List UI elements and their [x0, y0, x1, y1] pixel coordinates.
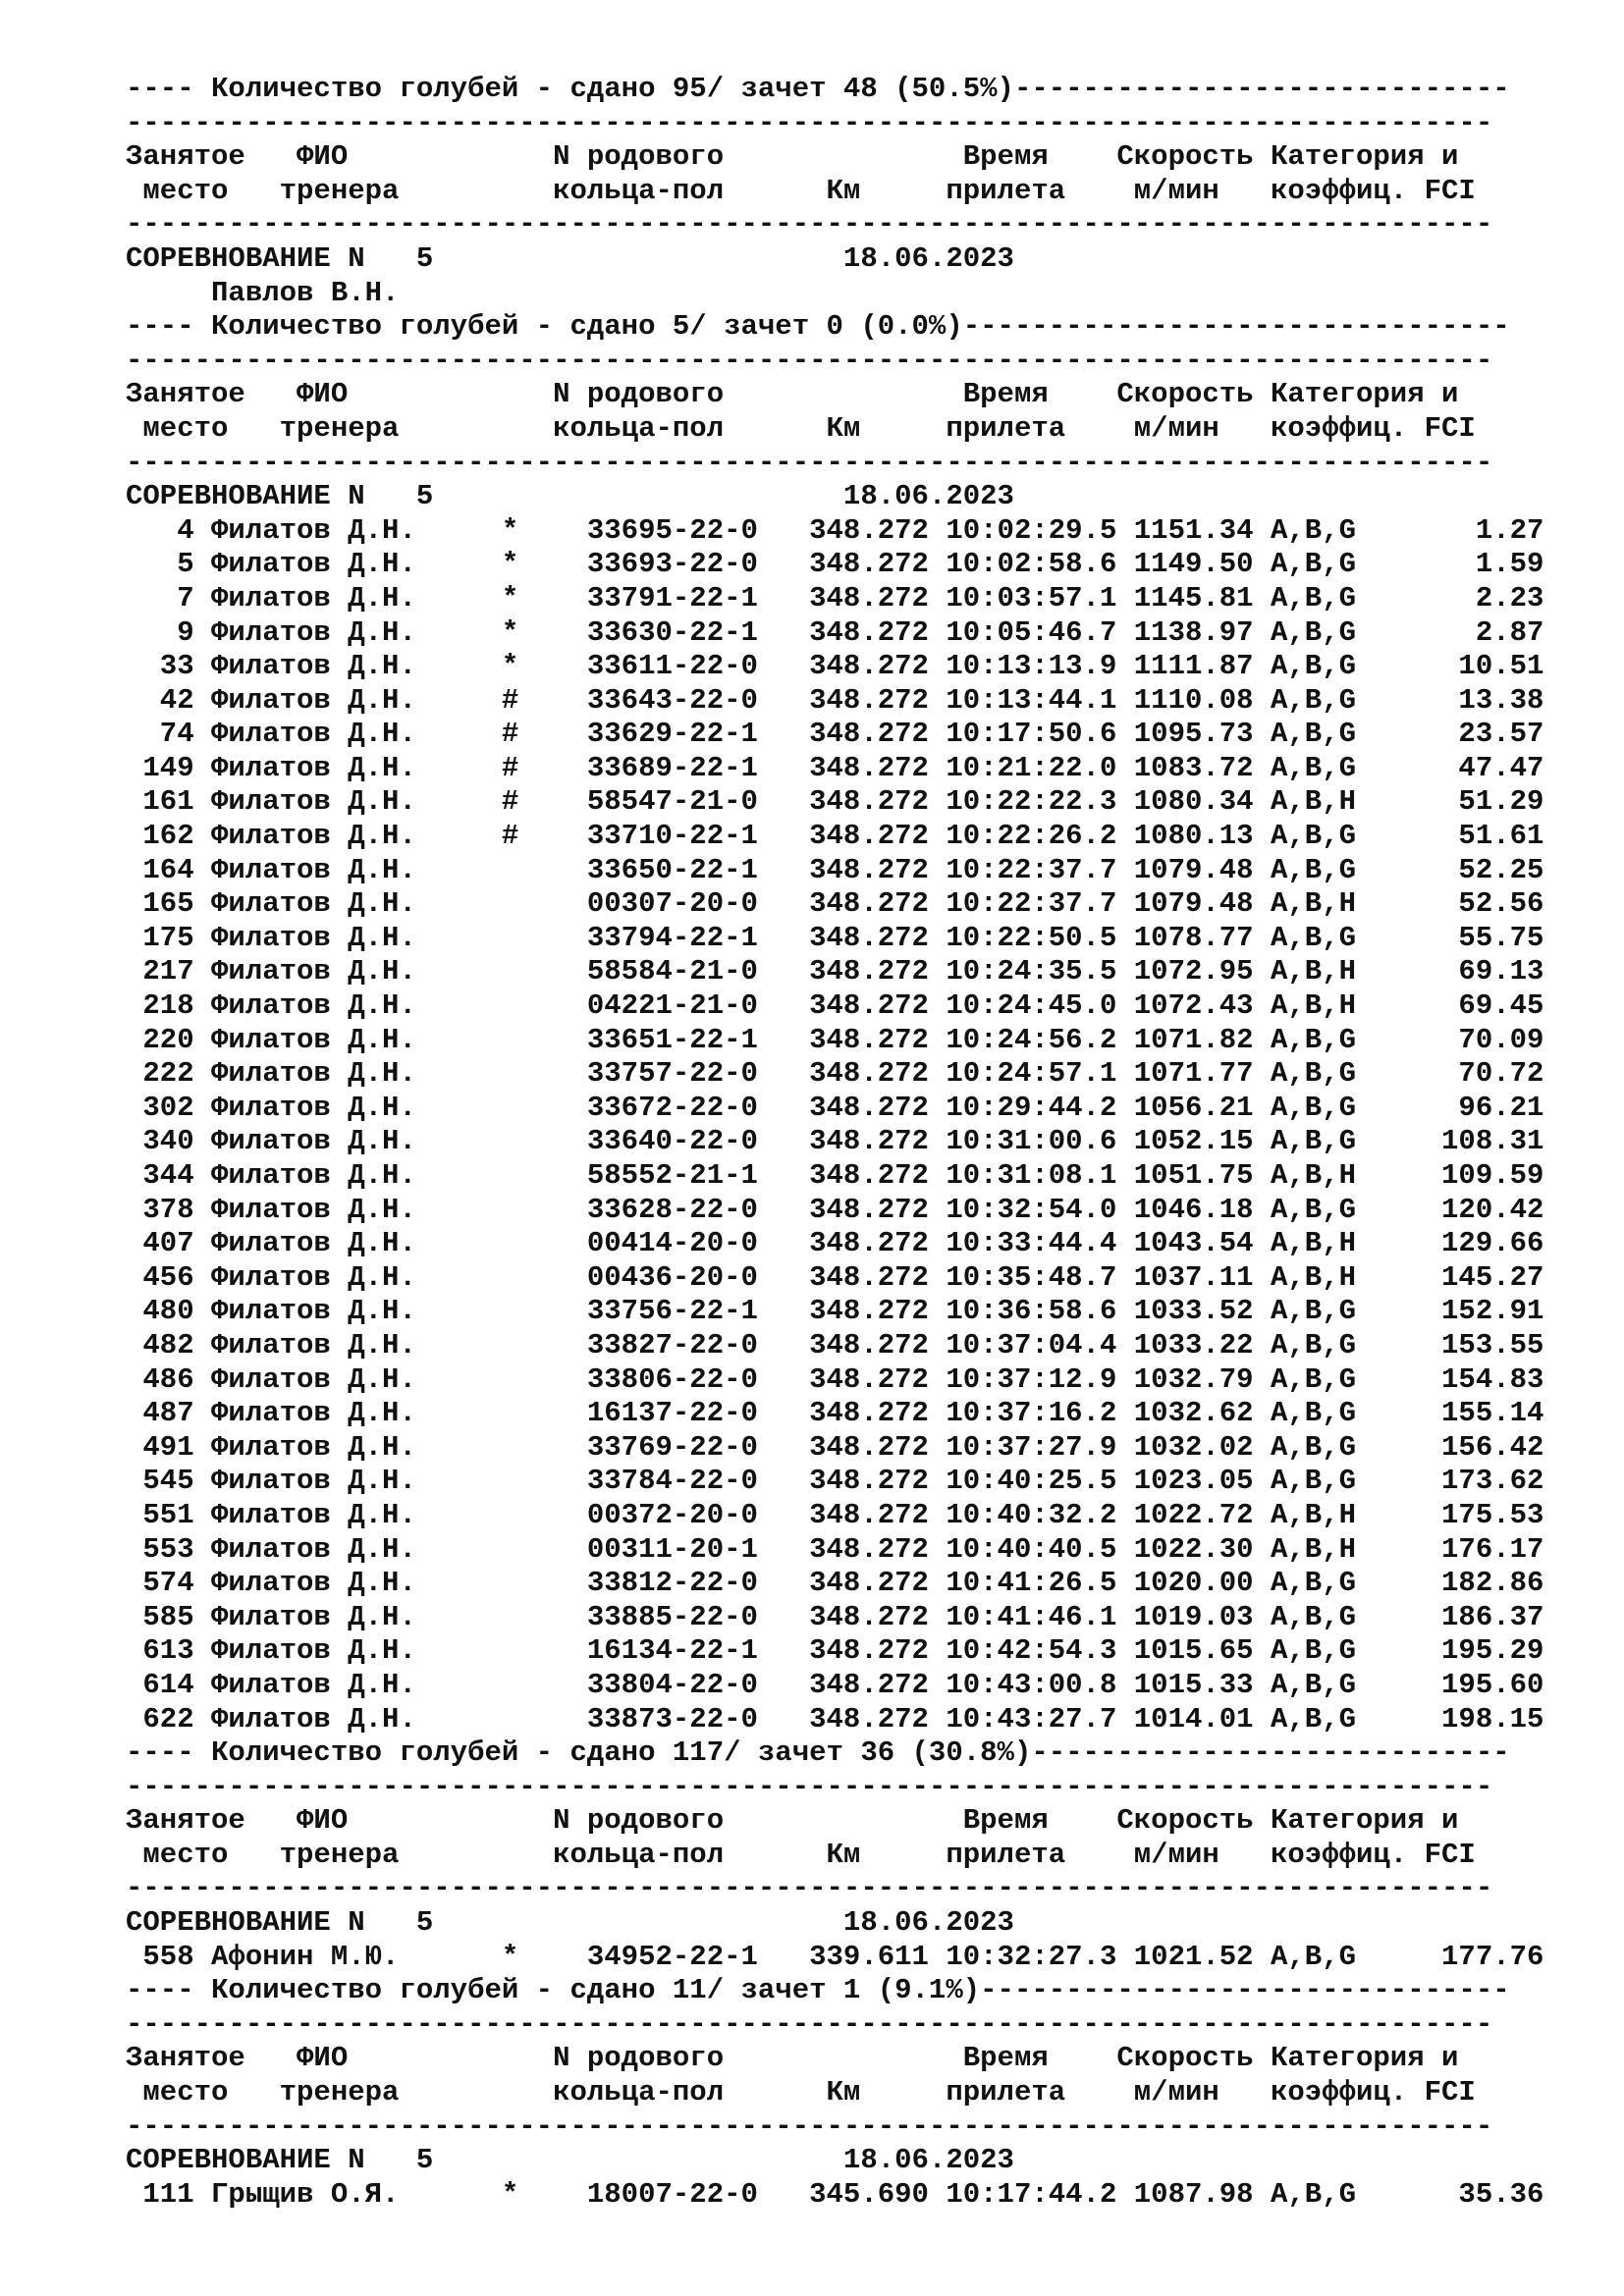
result-row: 4 Филатов Д.Н. * 33695-22-0 348.272 10:02:29.5 1151.34 A,B,G 1.27 — [126, 513, 1544, 547]
result-row: 217 Филатов Д.Н. 58584-21-0 348.272 10:24:35.5 1072.95 A,B,H 69.13 — [126, 955, 1544, 988]
result-row: 222 Филатов Д.Н. 33757-22-0 348.272 10:24:57.1 1071.77 A,B,G 70.72 — [126, 1057, 1544, 1091]
column-header-line-1: Занятое ФИО N родового Время Скорость Категория и — [126, 1804, 1459, 1838]
result-row: 111 Грыщив О.Я. * 18007-22-0 345.690 10:17:44.2 1087.98 A,B,G 35.36 — [126, 2177, 1544, 2211]
result-row: 42 Филатов Д.Н. # 33643-22-0 348.272 10:13:44.1 1110.08 A,B,G 13.38 — [126, 683, 1544, 717]
result-row: 9 Филатов Д.Н. * 33630-22-1 348.272 10:05:46.7 1138.97 A,B,G 2.87 — [126, 615, 1544, 649]
result-row: 340 Филатов Д.Н. 33640-22-0 348.272 10:31:00.6 1052.15 A,B,G 108.31 — [126, 1125, 1544, 1158]
result-row: 33 Филатов Д.Н. * 33611-22-0 348.272 10:13:13.9 1111.87 A,B,G 10.51 — [126, 650, 1544, 683]
result-row: 613 Филатов Д.Н. 16134-22-1 348.272 10:42:54.3 1015.65 A,B,G 195.29 — [126, 1634, 1544, 1668]
result-row: 407 Филатов Д.Н. 00414-20-0 348.272 10:33:44.4 1043.54 A,B,H 129.66 — [126, 1227, 1544, 1260]
result-row: 175 Филатов Д.Н. 33794-22-1 348.272 10:22:50.5 1078.77 A,B,G 55.75 — [126, 921, 1544, 954]
separator-line: -------------------------------------------------------------------------------- — [126, 208, 1493, 241]
result-row: 585 Филатов Д.Н. 33885-22-0 348.272 10:41:46.1 1019.03 A,B,G 186.37 — [126, 1600, 1544, 1633]
result-row: 491 Филатов Д.Н. 33769-22-0 348.272 10:37:27.9 1032.02 A,B,G 156.42 — [126, 1430, 1544, 1464]
result-row: 482 Филатов Д.Н. 33827-22-0 348.272 10:37:04.4 1033.22 A,B,G 153.55 — [126, 1328, 1544, 1362]
result-row: 165 Филатов Д.Н. 00307-20-0 348.272 10:22:37.7 1079.48 A,B,H 52.56 — [126, 887, 1544, 921]
result-row: 218 Филатов Д.Н. 04221-21-0 348.272 10:24:45.0 1072.43 A,B,H 69.45 — [126, 989, 1544, 1023]
result-row: 614 Филатов Д.Н. 33804-22-0 348.272 10:43:00.8 1015.33 A,B,G 195.60 — [126, 1668, 1544, 1701]
result-row: 480 Филатов Д.Н. 33756-22-1 348.272 10:36:58.6 1033.52 A,B,G 152.91 — [126, 1295, 1544, 1328]
result-row: Павлов В.Н. — [126, 276, 400, 309]
result-row: 545 Филатов Д.Н. 33784-22-0 348.272 10:40:25.5 1023.05 A,B,G 173.62 — [126, 1465, 1544, 1498]
separator-line: -------------------------------------------------------------------------------- — [126, 2109, 1493, 2143]
result-row: 74 Филатов Д.Н. # 33629-22-1 348.272 10:17:50.6 1095.73 A,B,G 23.57 — [126, 718, 1544, 751]
result-row: 164 Филатов Д.Н. 33650-22-1 348.272 10:22:37.7 1079.48 A,B,G 52.25 — [126, 853, 1544, 886]
separator-line: -------------------------------------------------------------------------------- — [126, 344, 1493, 377]
competition-line: СОРЕВНОВАНИЕ N 5 18.06.2023 — [126, 1906, 1014, 1940]
result-row: 149 Филатов Д.Н. # 33689-22-1 348.272 10:21:22.0 1083.72 A,B,G 47.47 — [126, 751, 1544, 784]
column-header-line-2: место тренера кольца-пол Км прилета м/мин коэффиц. FCI — [126, 174, 1476, 207]
result-row: 456 Филатов Д.Н. 00436-20-0 348.272 10:35:48.7 1037.11 A,B,H 145.27 — [126, 1260, 1544, 1294]
column-header-line-2: место тренера кольца-пол Км прилета м/мин коэффиц. FCI — [126, 1838, 1476, 1871]
result-row: 7 Филатов Д.Н. * 33791-22-1 348.272 10:03:57.1 1145.81 A,B,G 2.23 — [126, 581, 1544, 614]
result-row: 220 Филатов Д.Н. 33651-22-1 348.272 10:24:56.2 1071.82 A,B,G 70.09 — [126, 1023, 1544, 1056]
section-summary: ---- Количество голубей - сдано 95/ зачет 48 (50.5%)----------------------------- — [126, 73, 1510, 105]
result-row: 486 Филатов Д.Н. 33806-22-0 348.272 10:37:12.9 1032.79 A,B,G 154.83 — [126, 1362, 1544, 1396]
result-row: 302 Филатов Д.Н. 33672-22-0 348.272 10:29:44.2 1056.21 A,B,G 96.21 — [126, 1091, 1544, 1124]
competition-line: СОРЕВНОВАНИЕ N 5 18.06.2023 — [126, 480, 1014, 513]
separator-line: -------------------------------------------------------------------------------- — [126, 1872, 1493, 1905]
separator-line: -------------------------------------------------------------------------------- — [126, 1770, 1493, 1803]
result-row: 161 Филатов Д.Н. # 58547-21-0 348.272 10:22:22.3 1080.34 A,B,H 51.29 — [126, 785, 1544, 819]
column-header-line-1: Занятое ФИО N родового Время Скорость Категория и — [126, 2042, 1459, 2075]
column-header-line-1: Занятое ФИО N родового Время Скорость Категория и — [126, 378, 1459, 411]
result-row: 553 Филатов Д.Н. 00311-20-1 348.272 10:40:40.5 1022.30 A,B,H 176.17 — [126, 1532, 1544, 1566]
result-row: 378 Филатов Д.Н. 33628-22-0 348.272 10:32:54.0 1046.18 A,B,G 120.42 — [126, 1193, 1544, 1226]
result-row: 551 Филатов Д.Н. 00372-20-0 348.272 10:40:32.2 1022.72 A,B,H 175.53 — [126, 1498, 1544, 1531]
column-header-line-2: место тренера кольца-пол Км прилета м/мин коэффиц. FCI — [126, 411, 1476, 445]
result-row: 622 Филатов Д.Н. 33873-22-0 348.272 10:43:27.7 1014.01 A,B,G 198.15 — [126, 1702, 1544, 1735]
separator-line: -------------------------------------------------------------------------------- — [126, 2007, 1493, 2041]
column-header-line-2: место тренера кольца-пол Км прилета м/мин коэффиц. FCI — [126, 2076, 1476, 2109]
result-row: 558 Афонин М.Ю. * 34952-22-1 339.611 10:32:27.3 1021.52 A,B,G 177.76 — [126, 1940, 1544, 1973]
results-document — [126, 73, 1543, 2212]
result-row: 487 Филатов Д.Н. 16137-22-0 348.272 10:37:16.2 1032.62 A,B,G 155.14 — [126, 1397, 1544, 1430]
competition-line: СОРЕВНОВАНИЕ N 5 18.06.2023 — [126, 241, 1014, 275]
result-row: 344 Филатов Д.Н. 58552-21-1 348.272 10:31:08.1 1051.75 A,B,H 109.59 — [126, 1159, 1544, 1192]
section-summary: ---- Количество голубей - сдано 5/ зачет 0 (0.0%)-------------------------------- — [126, 310, 1510, 344]
result-row: 5 Филатов Д.Н. * 33693-22-0 348.272 10:02:58.6 1149.50 A,B,G 1.59 — [126, 548, 1544, 581]
column-header-line-1: Занятое ФИО N родового Время Скорость Категория и — [126, 140, 1459, 174]
section-summary: ---- Количество голубей - сдано 117/ зачет 36 (30.8%)---------------------------- — [126, 1736, 1510, 1770]
result-row: 574 Филатов Д.Н. 33812-22-0 348.272 10:41:26.5 1020.00 A,B,G 182.86 — [126, 1567, 1544, 1600]
separator-line: -------------------------------------------------------------------------------- — [126, 446, 1493, 479]
result-row: 162 Филатов Д.Н. # 33710-22-1 348.272 10:22:26.2 1080.13 A,B,G 51.61 — [126, 820, 1544, 853]
section-summary: ---- Количество голубей - сдано 11/ зачет 1 (9.1%)------------------------------- — [126, 1974, 1510, 2007]
separator-line: -------------------------------------------------------------------------------- — [126, 106, 1493, 139]
competition-line: СОРЕВНОВАНИЕ N 5 18.06.2023 — [126, 2144, 1014, 2177]
